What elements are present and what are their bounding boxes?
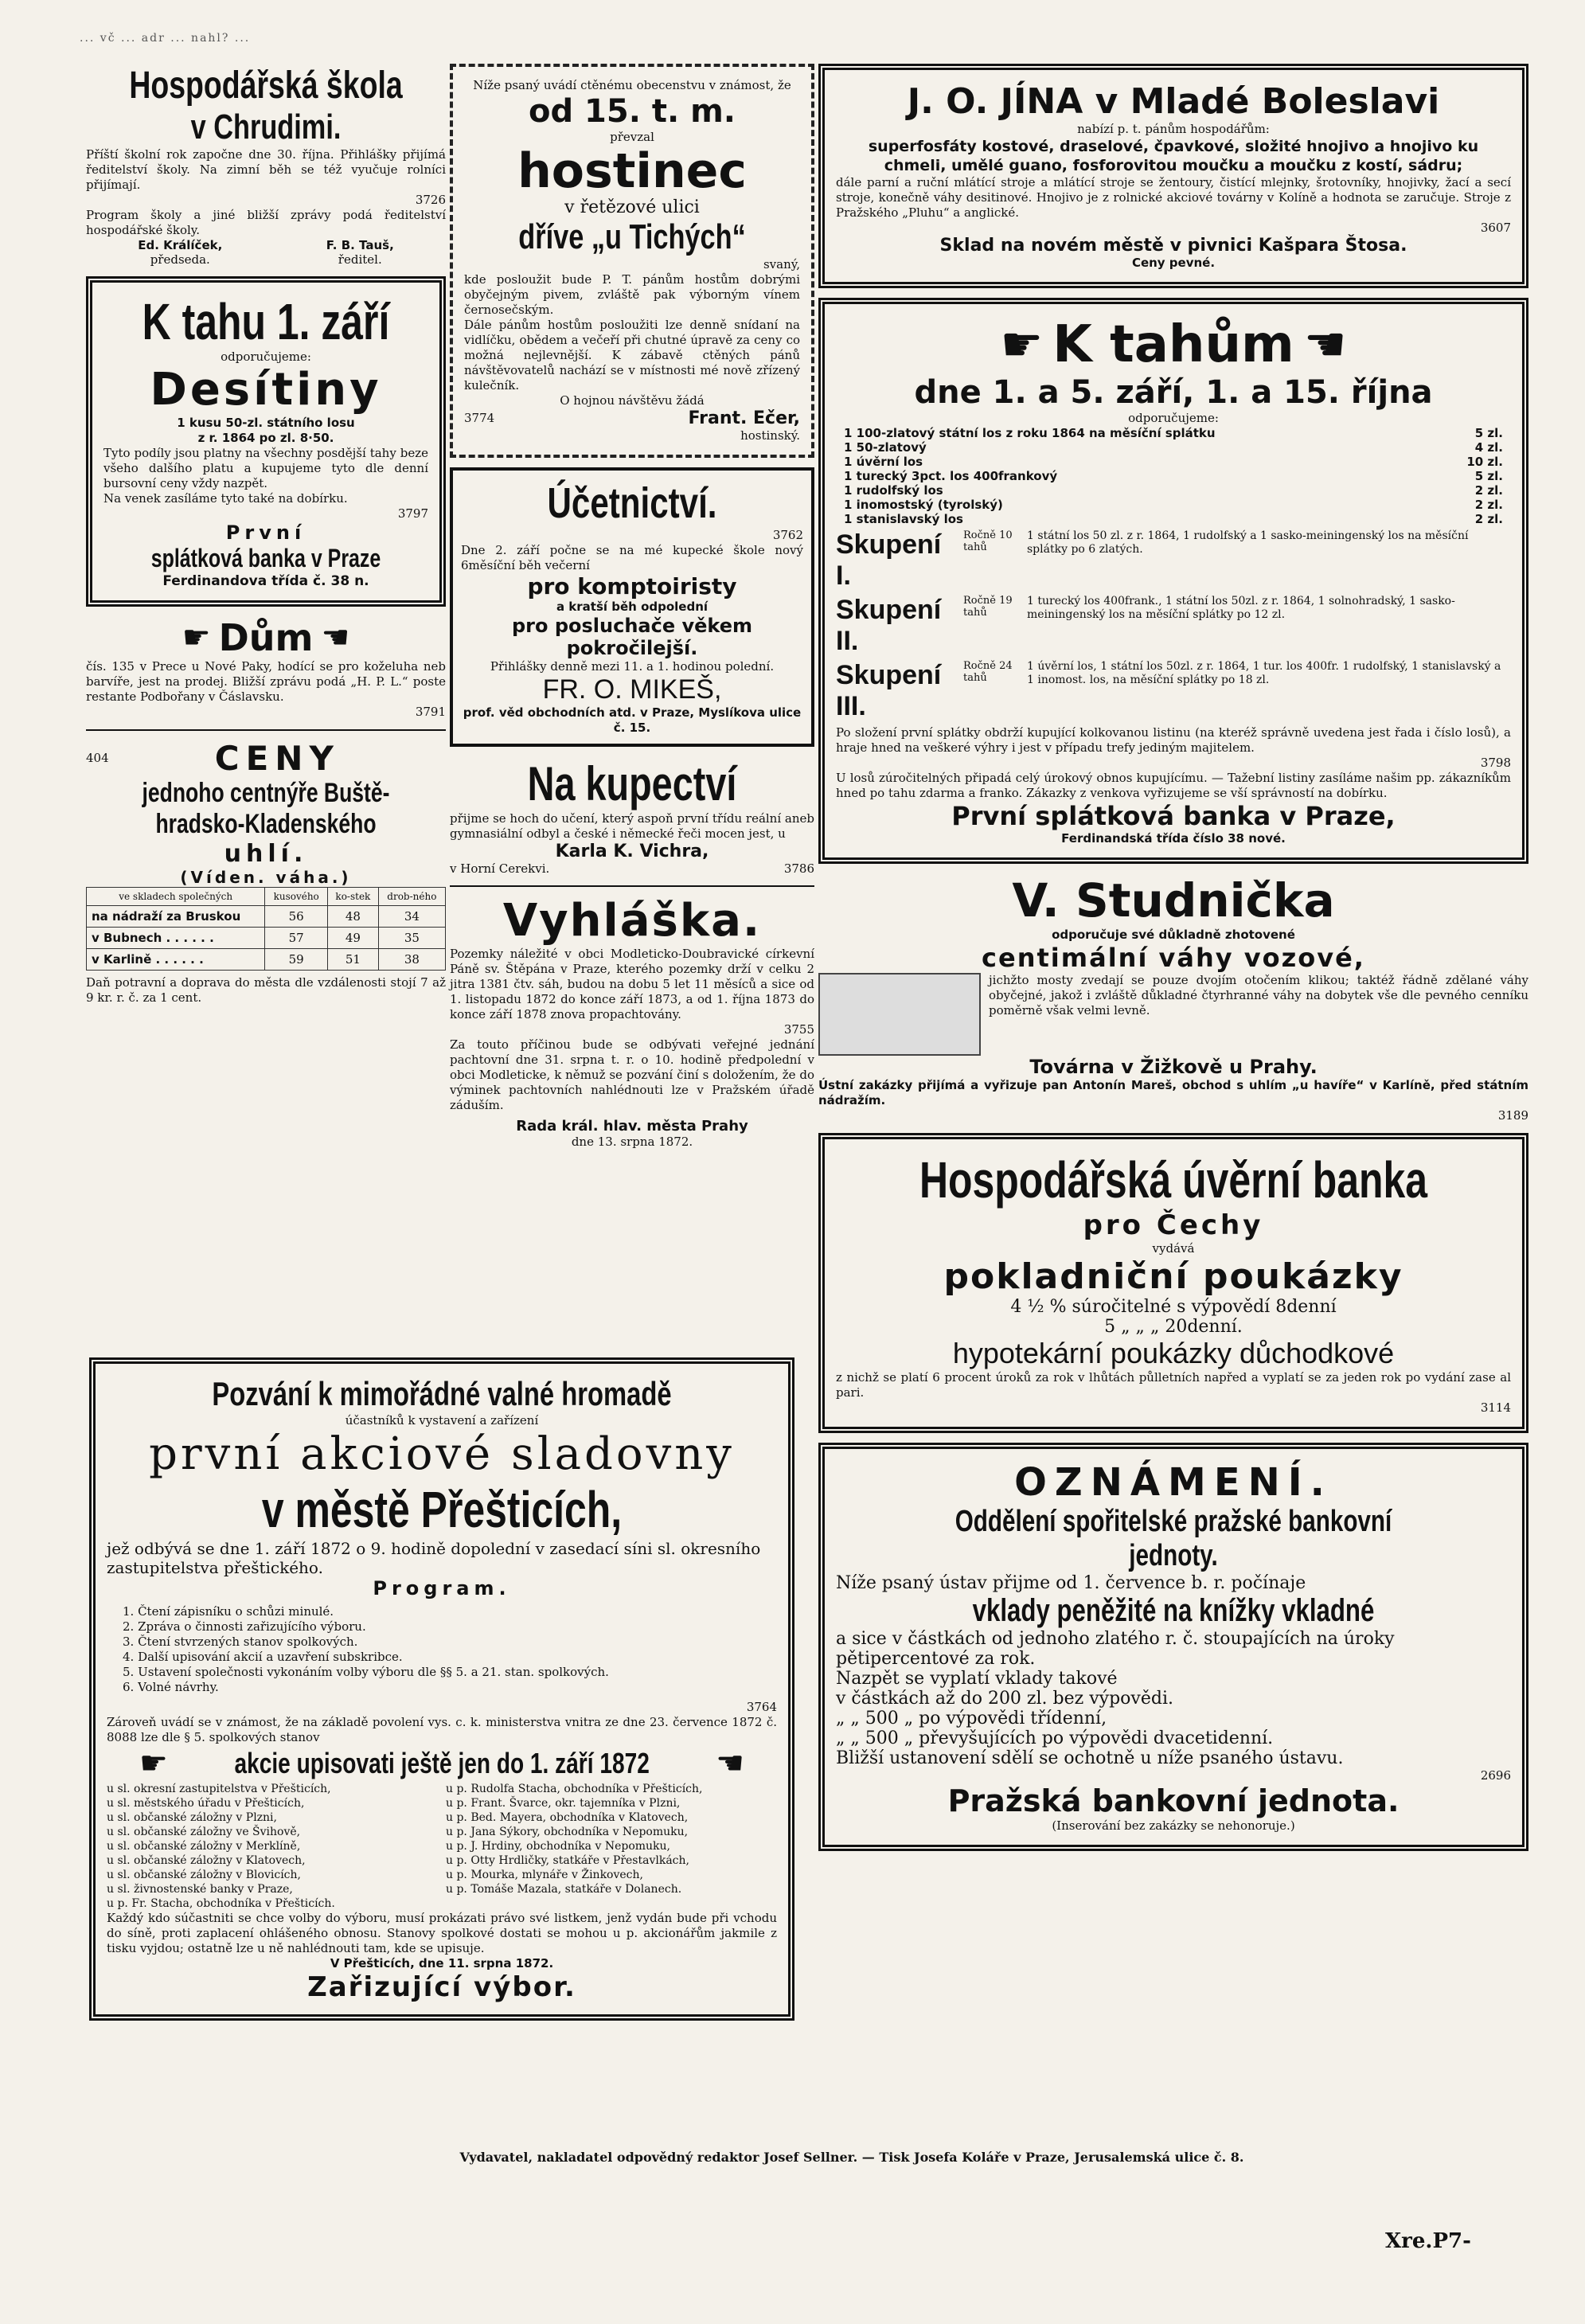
list-item: u p. Bed. Mayera, obchodníka v Klatovech, <box>446 1811 689 1824</box>
price-row <box>844 426 1503 440</box>
price-row <box>844 469 1503 483</box>
col-header: kusového <box>265 888 328 906</box>
sig-left: Ed. Králíček, <box>138 238 223 252</box>
list-item: u sl. okresní zastupitelstva v Přešticích, <box>107 1783 331 1795</box>
price-row <box>844 440 1503 455</box>
list-item: u sl. občanské záložny v Klatovech, <box>107 1854 306 1867</box>
table-cell: 34 <box>378 906 445 928</box>
handwritten-mark: Xre.P7- <box>1385 2229 1471 2253</box>
group-row <box>836 529 1511 592</box>
imprint-footer: Vydavatel, nakladatel odpovědný redaktor Josef Sellner. — Tisk Josefa Koláře v Praze, Jerusalemská ulice č. 8. <box>459 2150 1244 2165</box>
list-item: u p. Tomáše Mazala, statkáře v Dolanech. <box>446 1883 682 1896</box>
pointing-hand-left-icon: ☚ <box>321 619 350 656</box>
ad-body: Tyto podíly jsou platny na všechny posdější tahy beze všeho dalšího platu a kupujeme tyto dle denní bursovní ceny vždy nazpět. <box>103 446 428 490</box>
ad-num: 3764 <box>746 1700 777 1714</box>
sig-right-role: ředitel. <box>338 252 382 267</box>
ad-hostinec <box>450 64 814 458</box>
ad-sub: Oddělení spořitelské pražské bankovní jednoty. <box>955 1505 1392 1572</box>
col-header: ve skladech společných <box>87 888 265 906</box>
group-rate: Ročně 24 tahů <box>963 660 1013 684</box>
table-cell: v Karlině . . . . . . <box>87 949 265 971</box>
ad-title: K tahům <box>1052 315 1294 374</box>
list-item: u p. Fr. Stacha, obchodníka v Přešticích. <box>107 1897 335 1910</box>
ad-line: jež odbývá se dne 1. září 1872 o 9. hodině dopolední v zasedací síni sl. okresního zastupitelstva přeštického. <box>107 1539 761 1577</box>
ad-body: jichžto mosty zvedají se pouze dvojím otočením klikou; taktéž řádně zdělané váhy obyčejné, jakož i zvláště důkladné čtyrhranné váhy na dobytek vše dle pevného cenníku poměrně však velmi levně. <box>989 973 1528 1017</box>
list-item: u p. Otty Hrdličky, statkáře v Přestavlkách, <box>446 1854 689 1867</box>
group-text: 1 úvěrní los, 1 státní los 50zl. z r. 1864, 1 tur. los 400fr. 1 rudolfský, 1 stanislavský a 1 inomost. los, na měsíční splátky po 18 zl. <box>1027 660 1501 686</box>
group-rate: Ročně 10 tahů <box>963 529 1013 553</box>
list-item: 1. Čtení zápisníku o schůzi minulé. <box>123 1604 334 1619</box>
ad-title: Vyhláška. <box>502 895 762 947</box>
ad-body2: Na venek zasíláme tyto také na dobírku. <box>103 491 348 506</box>
ad-vyhlaska <box>450 895 814 1150</box>
ad-intro: nabízí p. t. pánům hospodářům: <box>1077 122 1270 136</box>
table-cell: 56 <box>265 906 328 928</box>
bank-line2: splátková banka v Praze <box>150 544 381 572</box>
ad-took: převzal <box>610 130 654 144</box>
ad-big2: pro posluchače věkem pokročilejší. <box>511 615 752 659</box>
list-item: u sl. občanské záložny v Blovicích, <box>107 1869 301 1881</box>
ad-recommend: odporučujeme: <box>221 350 311 364</box>
subscription-places <box>107 1782 777 1911</box>
ad-subtitle: v Chrudimi. <box>190 107 342 146</box>
table-row <box>87 906 446 928</box>
ad-sig: Frant. Ečer, <box>688 408 800 428</box>
ad-rate1: 4 ½ % súročitelné s výpovědí 8denní <box>1010 1297 1337 1317</box>
ad-ceny-uhli <box>86 739 446 1006</box>
column-3 <box>818 64 1528 1861</box>
sig-left-role: předseda. <box>150 252 210 267</box>
price-table <box>86 887 446 971</box>
ad-program: Program. <box>373 1577 511 1599</box>
price-value: 4 zl. <box>1474 440 1503 455</box>
ad-big2: v městě Přešticích, <box>261 1481 623 1538</box>
ad-ucetnictvi <box>450 467 814 747</box>
ad-l1: v částkách až do 200 zl. bez výpovědi. <box>836 1689 1173 1709</box>
ad-num: 3726 <box>415 193 446 207</box>
ad-body2: Program školy a jiné bližší zprávy podá ředitelství hospodářské školy. <box>86 208 446 237</box>
list-item: u p. Jana Sýkory, obchodníka v Nepomuku, <box>446 1826 689 1838</box>
price-name: 1 stanislavský los <box>844 512 963 526</box>
ad-studnicka <box>818 873 1528 1123</box>
price-row <box>844 512 1503 526</box>
ad-line1: superfosfáty kostové, draselové, čpavkové, složité hnojivo a hnojivo ku chmeli, umělé guano, fosforovitou moučku a moučku z kostí, sádru; <box>868 138 1479 174</box>
list-item: u sl. občanské záložny v Plzni, <box>107 1811 277 1824</box>
ad-prestice-meeting <box>89 1357 794 2021</box>
ad-sub: účastníků k vystavení a zařízení <box>345 1413 539 1428</box>
pointing-hand-icon: ☛ <box>182 619 211 656</box>
price-name: 1 úvěrní los <box>844 455 923 469</box>
ad-store: Sklad na novém městě v pivnici Kašpara Štosa. <box>939 236 1407 256</box>
ad-body1: Níže psaný ústav přijme od 1. července b. r. počínaje <box>836 1573 1306 1593</box>
ad-big: pokladniční poukázky <box>943 1256 1403 1297</box>
price-value: 5 zl. <box>1474 469 1503 483</box>
ad-l2: „ „ 500 „ po výpovědi třídenní, <box>836 1709 1107 1728</box>
price-name: 1 inomostský (tyrolský) <box>844 498 1003 512</box>
ad-big: Desítiny <box>150 364 382 416</box>
ad-big2: hypotekární poukázky důchodkové <box>952 1337 1395 1369</box>
ad-num: 3786 <box>783 861 814 876</box>
ad-jina <box>818 64 1528 288</box>
ad-num: 3791 <box>415 705 446 719</box>
ad-title: Pozvání k mimořádné valné hromadě <box>212 1375 672 1412</box>
divider <box>86 729 446 731</box>
list-item: 6. Volné návrhy. <box>123 1680 219 1694</box>
ad-big3: akcie upisovati ještě jen do 1. září 1872 <box>234 1747 650 1779</box>
top-band: ... vč ... adr ... nahl? ... <box>80 32 251 45</box>
ad-body: z nichž se platí 6 procent úroků za rok v lhůtách půlletních napřed a vyplatí se za jeden rok po vydání zase al pari. <box>836 1370 1511 1400</box>
ad-name: dříve „u Tichých“ <box>518 217 746 256</box>
price-value: 2 zl. <box>1474 512 1503 526</box>
price-row <box>844 455 1503 469</box>
ad-intro: Níže psaný uvádí ctěnému obecenstvu v známost, že <box>473 78 791 92</box>
ad-body3: Nazpět se vyplatí vklady takové <box>836 1669 1118 1689</box>
ad-from: od 15. t. m. <box>529 93 736 130</box>
ad-recommend: odporučujeme: <box>1128 411 1219 425</box>
ad-sub2: hradsko-Kladenského <box>155 809 377 839</box>
price-value: 5 zl. <box>1474 426 1503 440</box>
ad-body2: Přihlášky denně mezi 11. a 1. hodinou polední. <box>490 659 775 674</box>
ad-line1: 1 kusu 50-zl. státního losu <box>177 416 355 430</box>
list-item: 3. Čtení stvrzených stanov spolkových. <box>123 1635 358 1649</box>
list-item: u p. J. Hrdiny, obchodníka v Nepomuku, <box>446 1840 671 1853</box>
ad-big: vklady peněžité na knížky vkladné <box>972 1593 1375 1628</box>
list-item: u sl. občanské záložny v Merklíně, <box>107 1840 301 1853</box>
ad-sub1: jednoho centnýře Buště- <box>142 778 390 808</box>
ad-rate2: 5 „ „ „ 20denní. <box>1104 1317 1243 1337</box>
price-row <box>844 483 1503 498</box>
ad-title: Na kupectví <box>527 757 737 810</box>
ad-sub4: (Víden. váha.) <box>180 868 352 887</box>
ad-big1: pro komptoiristy <box>527 573 737 600</box>
ad-title: V. Studnička <box>1012 873 1335 928</box>
price-value: 10 zl. <box>1466 455 1503 469</box>
ad-big: hostinec <box>517 143 747 199</box>
table-cell: 51 <box>328 949 379 971</box>
ad-date: dne 13. srpna 1872. <box>571 1135 693 1149</box>
ad-big1: první akciové sladovny <box>149 1428 735 1480</box>
price-value: 2 zl. <box>1474 498 1503 512</box>
ad-title: K tahu 1. září <box>142 293 390 350</box>
list-item: u sl. živnostenské banky v Praze, <box>107 1883 293 1896</box>
bank-line1: První <box>225 521 306 544</box>
scale-illustration <box>818 973 981 1056</box>
ad-uverni-banka <box>818 1133 1528 1433</box>
pointing-hand-icon: ☛ <box>1000 317 1044 373</box>
list-item: 4. Další upisování akcií a uzavření subskribce. <box>123 1650 403 1664</box>
ad-line2: z r. 1864 po zl. 8·50. <box>197 431 334 445</box>
sig-right: F. B. Tauš, <box>326 238 394 252</box>
table-cell: 48 <box>328 906 379 928</box>
ad-street: v řetězové ulici <box>564 197 700 217</box>
price-row <box>844 498 1503 512</box>
list-item: u p. Mourka, mlynáře v Žinkovech, <box>446 1869 643 1881</box>
ad-addr: v Horní Cerekvi. <box>450 861 550 876</box>
price-value: 2 zl. <box>1474 483 1503 498</box>
pointing-hand-left-icon: ☚ <box>716 1745 745 1782</box>
ad-big: centimální váhy vozové, <box>982 943 1365 973</box>
pointing-hand-left-icon: ☚ <box>1303 317 1347 373</box>
ad-dum <box>86 616 446 720</box>
ad-num: 3114 <box>1480 1400 1511 1415</box>
ad-num: 3755 <box>783 1022 814 1037</box>
ad-body: Pozemky náležité v obci Modleticko-Doubravické církevní Páně sv. Štěpána v Praze, kterého pozemky drží v celku 2 jitra 1381 čtv. sáh, budou na dobu 5 let 11 měsíců a sice od 1. listopadu 1872 do konce září 1873, a od 1. října 1873 do konce září 1878 znova propachtovány. <box>450 947 814 1021</box>
table-cell: 49 <box>328 928 379 949</box>
ad-title: CENY <box>214 739 340 778</box>
ad-addr: prof. věd obchodních atd. v Praze, Myslíkova ulice č. 15. <box>463 705 802 735</box>
list-item: u sl. občanské záložny ve Švihově, <box>107 1826 301 1838</box>
table-row <box>87 928 446 949</box>
ad-num: 404 <box>86 751 109 765</box>
ad-dates: dne 1. a 5. září, 1. a 15. října <box>914 374 1433 411</box>
ad-factory: Továrna v Žižkově u Prahy. <box>1029 1056 1318 1078</box>
ad-sig: Rada král. hlav. města Prahy <box>516 1118 748 1135</box>
ad-body2: Každý kdo súčastniti se chce volby do výboru, musí prokázati právo své listkem, jenž vydán bude při vchodu do síně, proti zaplacení ohlášeného obnosu. Stanovy spolkové dostati se mohou u p. akcionářům jakmile z tisku vyjdou; ostatně lze u ně nahlédnouti tam, kde se upisuje. <box>107 1911 777 1955</box>
ad-known: svaný, <box>763 257 800 271</box>
ad-note: Daň potravní a doprava do města dle vzdálenosti stojí 7 až 9 kr. r. č. za 1 cent. <box>86 975 446 1005</box>
ad-k-tahu <box>86 276 446 607</box>
group-name: Skupení I. <box>836 529 942 591</box>
bank-addr: Ferdinandova třída č. 38 n. <box>162 573 369 589</box>
ad-num: 3607 <box>1480 221 1511 235</box>
price-name: 1 100-zlatový státní los z roku 1864 na měsíční splátku <box>844 426 1216 440</box>
ad-k-tahum <box>818 298 1528 864</box>
ad-na-kupectvi <box>450 756 814 876</box>
ad-title: Hospodářská úvěrní banka <box>919 1151 1428 1209</box>
ad-mid: a kratší běh odpolední <box>556 600 709 614</box>
ad-place: V Přešticích, dne 11. srpna 1872. <box>330 1956 554 1971</box>
ad-bank: První splátková banka v Praze, <box>951 801 1396 831</box>
list-item: 2. Zpráva o činnosti zařizujícího výboru. <box>123 1619 366 1634</box>
program-list <box>107 1604 777 1695</box>
price-name: 1 rudolfský los <box>844 483 943 498</box>
col-header: drob-ného <box>378 888 445 906</box>
ad-sub3: uhlí. <box>224 840 308 868</box>
ad-num: 3798 <box>1480 756 1511 770</box>
table-cell: na nádraží za Bruskou <box>87 906 265 928</box>
ad-num: 3189 <box>1497 1108 1528 1123</box>
list-item: u p. Rudolfa Stacha, obchodníka v Přešticích, <box>446 1783 703 1795</box>
ad-body2: U losů zúročitelných připadá celý úrokový obnos kupujícímu. — Tažební listiny zasíláme našim pp. zákazníkům hned po tahu zdarma a franko. Zákazky z venkova vyřizujeme se vší správností na dobírku. <box>836 771 1511 800</box>
ad-body: Příští školní rok započne dne 30. října. Přihlášky přijímá ředitelství školy. Na zimní běh se též vyučuje rolníci přijímají. <box>86 147 446 192</box>
ad-title: OZNÁMENÍ. <box>1014 1460 1333 1505</box>
ad-body2: Dále pánům hostům posloužiti lze denně snídaní na vidlíčku, obědem a večeří při chutné úpravě za ceny co možná nejlevnější. K zábavě ctěných pánů návštěvovatelů nachází se v místnosti mé nově zřízený kulečník. <box>464 318 800 393</box>
ad-title: J. O. JÍNA v Mladé Boleslavi <box>907 81 1440 122</box>
divider <box>450 885 814 887</box>
table-cell: 59 <box>265 949 328 971</box>
list-item: 5. Ustavení společnosti vykonáním volby výboru dle §§ 5. a 21. stan. spolkových. <box>123 1665 609 1679</box>
ad-name: Karla K. Vichra, <box>555 842 709 861</box>
list-item: u p. Frant. Švarce, okr. tajemníka v Plzni, <box>446 1797 681 1810</box>
pointing-hand-icon: ☛ <box>139 1745 168 1782</box>
list-item: u sl. městského úřadu v Přešticích, <box>107 1797 305 1810</box>
group-name: Skupení III. <box>836 660 942 721</box>
ad-num: 3762 <box>772 528 803 542</box>
ad-issues: vydává <box>1152 1241 1195 1256</box>
ad-orders: Ústní zakázky přijímá a vyřizuje pan Antonín Mareš, obchod s uhlím „u havíře“ v Karlíně, před státním nádražím. <box>818 1078 1528 1107</box>
ad-name: FR. O. MIKEŠ, <box>542 674 722 705</box>
group-name: Skupení II. <box>836 595 942 656</box>
ad-l3: „ „ 500 „ převyšujících po výpovědi dvacetidenní. <box>836 1728 1274 1748</box>
table-cell: 57 <box>265 928 328 949</box>
group-row <box>836 595 1511 657</box>
ad-body: čís. 135 v Prece u Nové Paky, hodící se pro koželuha neb barvíře, jest na prodej. Bližší zprávu podá „H. P. L.“ poste restante Podbořany v Čáslavsku. <box>86 659 446 704</box>
table-row <box>87 949 446 971</box>
ad-sig: Zařizující výbor. <box>307 1971 576 2003</box>
group-rate: Ročně 19 tahů <box>963 595 1013 619</box>
ad-for: pro Čechy <box>1083 1209 1264 1241</box>
table-cell: v Bubnech . . . . . . <box>87 928 265 949</box>
ad-sub: odporučuje své důkladně zhotovené <box>1052 928 1295 942</box>
ad-title: Účetnictví. <box>547 479 717 527</box>
column-2 <box>450 64 814 1159</box>
table-cell: 38 <box>378 949 445 971</box>
ad-title: Dům <box>218 616 314 659</box>
ad-body4: Bližší ustanovení sdělí se ochotně u níže psaného ústavu. <box>836 1748 1344 1768</box>
ad-title: Hospodářská škola <box>129 64 403 107</box>
column-1 <box>86 64 446 1015</box>
ad-prices: Ceny pevné. <box>1131 256 1216 270</box>
group-text: 1 turecký los 400frank., 1 státní los 50zl. z r. 1864, 1 solnohradský, 1 sasko-meiningenský los na měsíční splátky po 12 zl. <box>1027 595 1455 621</box>
ad-oznameni <box>818 1443 1528 1851</box>
ad-body2: a sice v částkách od jednoho zlatého r. č. stoupajících na úroky pětipercentové za rok. <box>836 1629 1395 1669</box>
ad-note: (Inserování bez zakázky se nehonoruje.) <box>1052 1818 1295 1833</box>
ad-num: 3797 <box>397 506 428 521</box>
ad-plea: O hojnou návštěvu žádá <box>560 393 705 408</box>
ad-line2: dále parní a ruční mlátící stroje a mlátící stroje se žentoury, čistící mlejnky, šrotovníky, hnojivky, žací a secí stroje, konečně váhy desitinové. Hnojivo je z rolnické akciové továrny v Kolíně a hodnota se zaručuje. Stroje z Pražského „Pluhu“ a anglické. <box>836 175 1511 220</box>
ad-role: hostinský. <box>740 428 800 443</box>
ad-body: Zároveň uvádí se v známost, že na základě povolení vys. c. k. ministerstva vnitra ze dne 23. července 1872 č. 8088 lze dle § 5. spolkových stanov <box>107 1715 777 1744</box>
table-cell: 35 <box>378 928 445 949</box>
price-name: 1 50-zlatový <box>844 440 927 455</box>
group-row <box>836 660 1511 722</box>
ad-body: přijme se hoch do učení, který aspoň první třídu reální aneb gymnasiální odbyl a české i německé řeči mocen jest, u <box>450 811 814 841</box>
ad-num: 3774 <box>464 411 495 425</box>
ad-num: 2696 <box>1480 1768 1511 1783</box>
ad-addr: Ferdinandská třída číslo 38 nové. <box>1061 831 1286 846</box>
ad-hospodarska-skola <box>86 64 446 267</box>
col-header: ko-stek <box>328 888 379 906</box>
price-name: 1 turecký 3pct. los 400frankový <box>844 469 1058 483</box>
ad-body: Po složení první splátky obdrží kupující kolkovanou listinu (na kteréž správně uvedena jest řada i číslo losů), a hraje hned na veškeré výhry i jest v případu trefy jediným majitelem. <box>836 725 1511 755</box>
ad-sig: Pražská bankovní jednota. <box>947 1783 1400 1818</box>
ad-body: Dne 2. září počne se na mé kupecké škole nový 6měsíční běh večerní <box>461 543 803 572</box>
ad-body2: Za touto příčinou bude se odbývati veřejné jednání pachtovní dne 31. srpna t. r. o 10. hodině předpolední v obci Modleticke, k němuž se pozvání činí s doložením, že do výminek pachtovních nahlédnouti lze v Pražském úřadě záduším. <box>450 1037 814 1112</box>
ad-body: kde posloužit bude P. T. pánům hostům dobrými obyčejným pivem, zvláště pak výborným vínem černosečským. <box>464 272 800 317</box>
group-text: 1 státní los 50 zl. z r. 1864, 1 rudolfský a 1 sasko-meiningenský los na měsíční splátky po 6 zlatých. <box>1027 529 1469 556</box>
